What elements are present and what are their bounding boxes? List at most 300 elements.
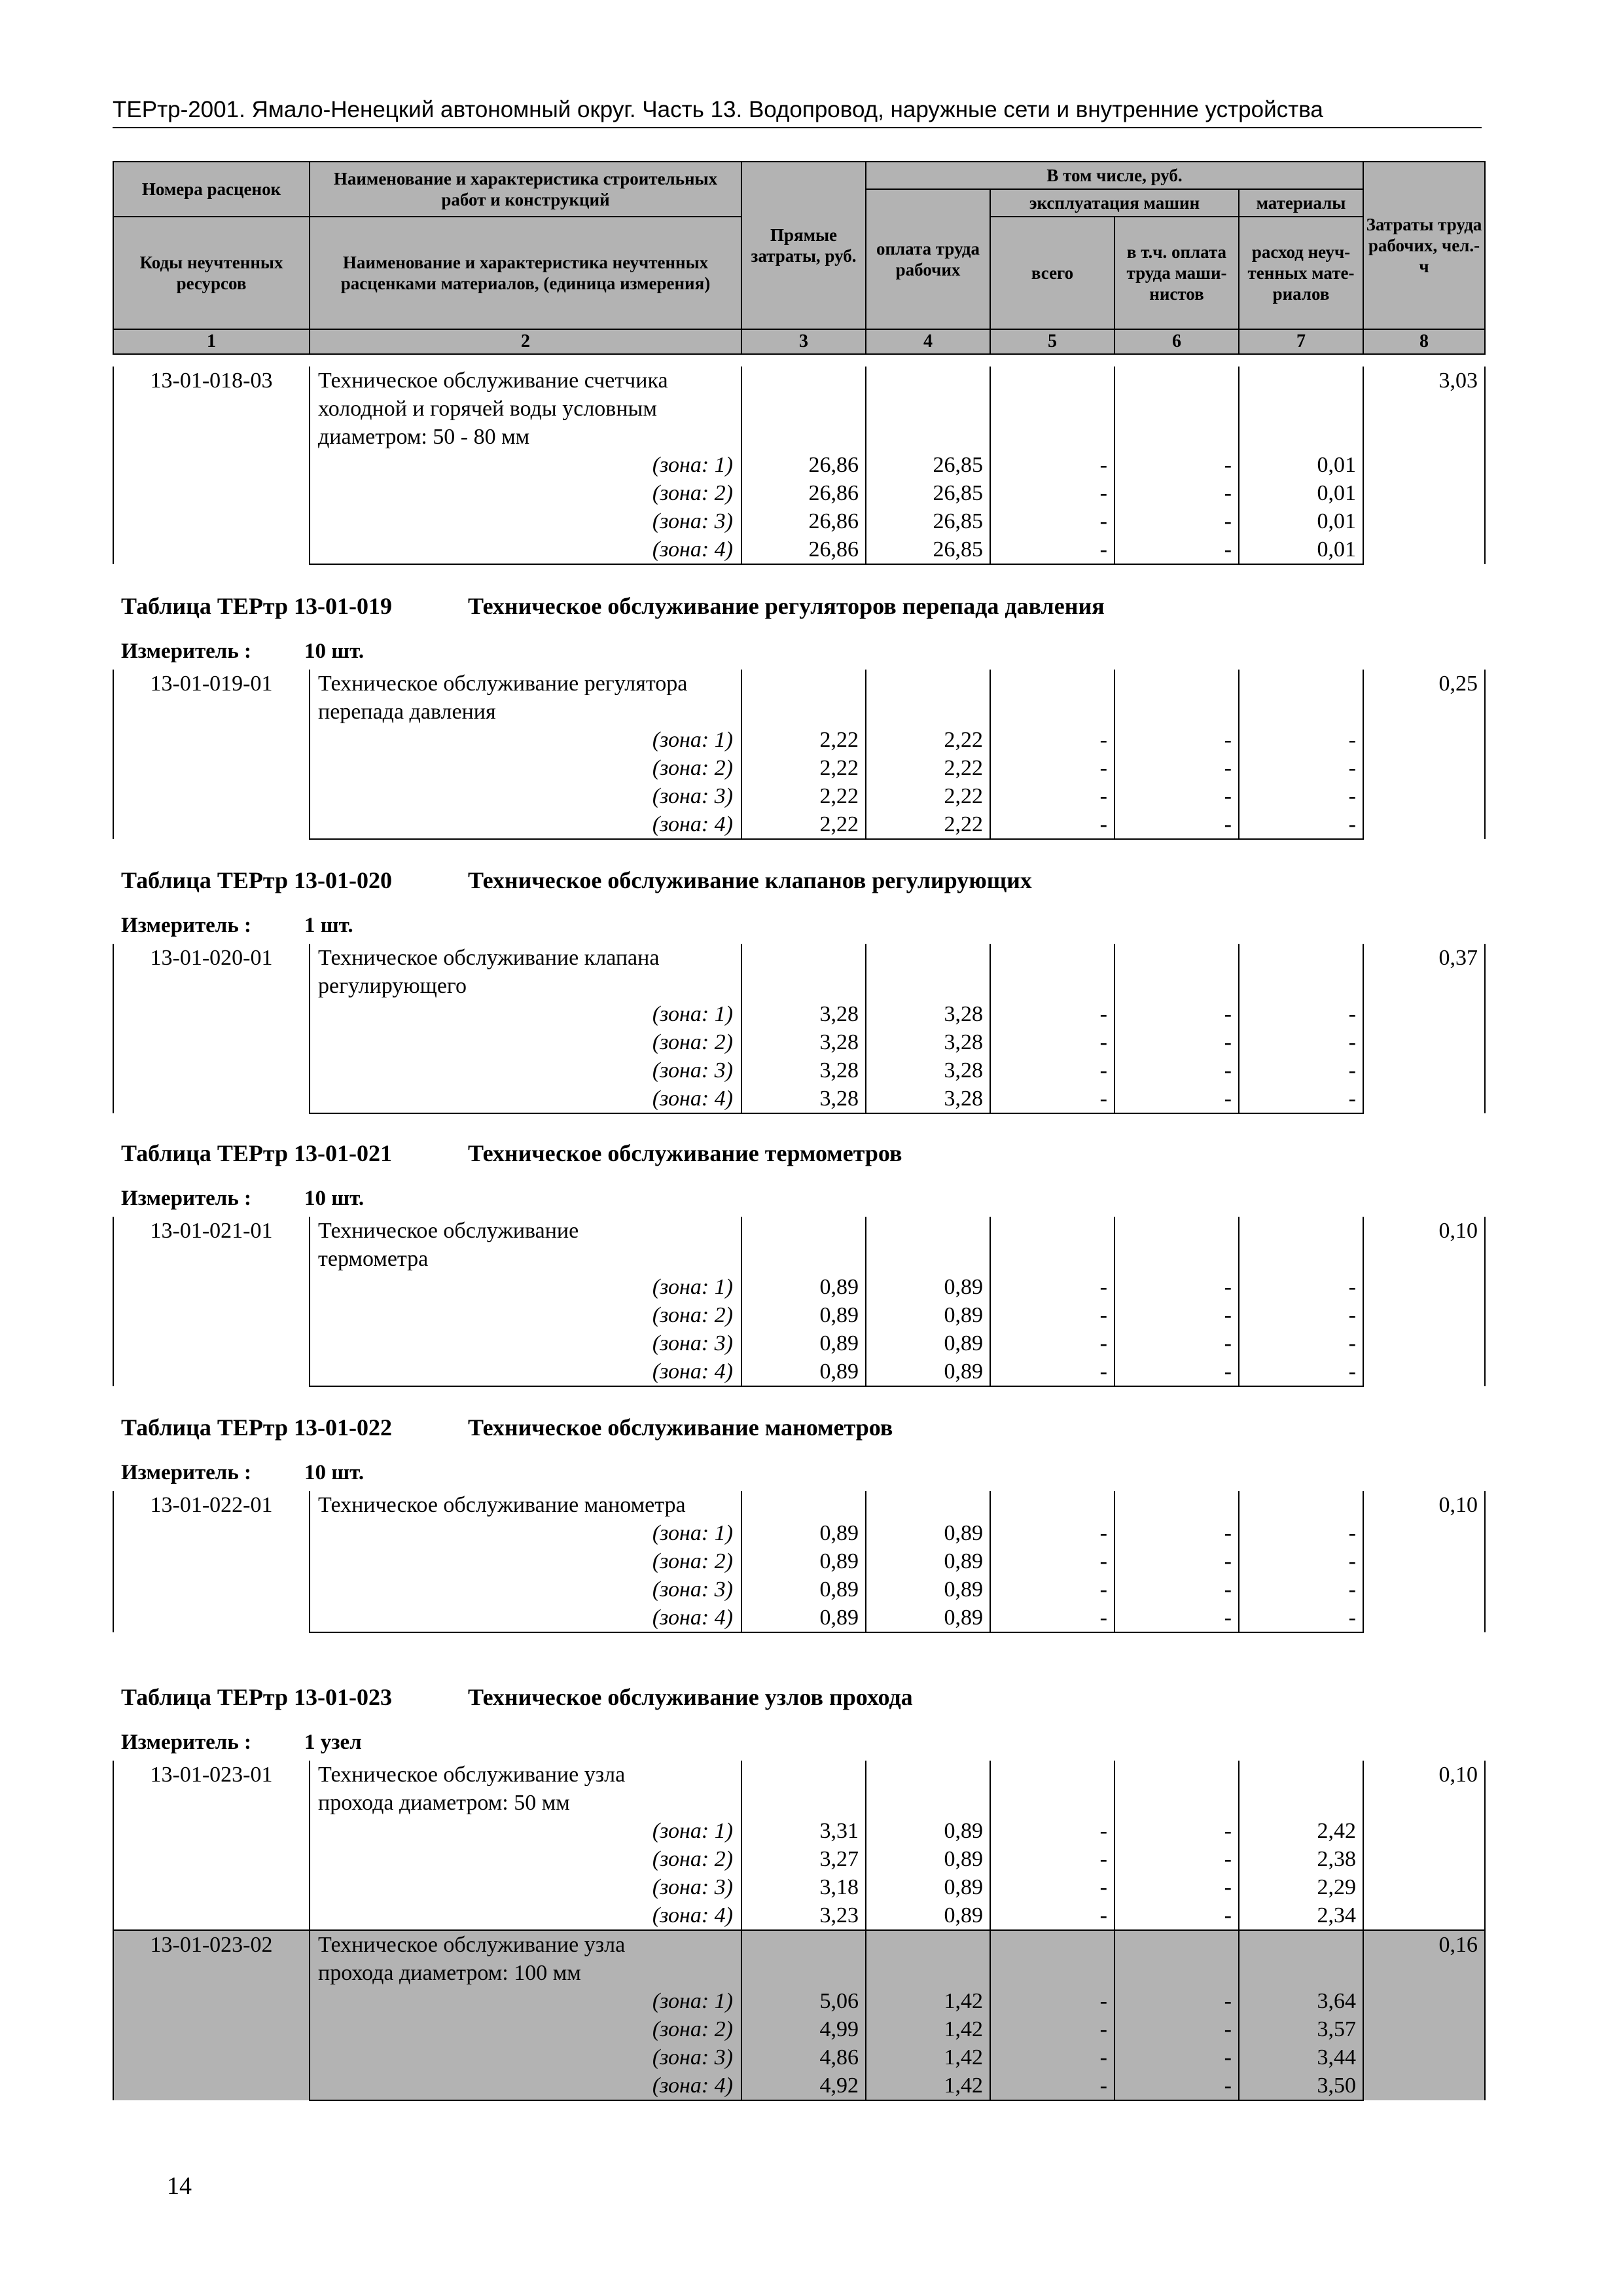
material-consumption: 0,01 bbox=[1239, 451, 1363, 479]
work-name-line: Техническое обслуживание bbox=[310, 1217, 741, 1245]
table-title: Техническое обслуживание клапанов регулирующих bbox=[468, 867, 1032, 893]
empty-cell bbox=[741, 1217, 866, 1273]
empty-cell bbox=[990, 944, 1115, 1000]
machines-total: - bbox=[990, 1519, 1115, 1547]
material-consumption: - bbox=[1239, 1301, 1363, 1329]
machinist-pay: - bbox=[1115, 535, 1239, 564]
empty-cell bbox=[866, 1491, 990, 1519]
measure-label: Измеритель : bbox=[121, 1461, 252, 1484]
zone-label: (зона: 1) bbox=[310, 1000, 741, 1028]
machines-total: - bbox=[990, 451, 1115, 479]
labor-costs: 0,10 bbox=[1363, 1217, 1485, 1386]
direct-costs: 3,23 bbox=[741, 1901, 866, 1930]
machines-total: - bbox=[990, 1301, 1115, 1329]
machines-total: - bbox=[990, 1817, 1115, 1845]
empty-cell bbox=[1115, 1930, 1239, 1987]
zone-row bbox=[113, 1273, 1485, 1301]
zone-label: (зона: 1) bbox=[310, 726, 741, 754]
worker-pay: 1,42 bbox=[866, 2015, 990, 2043]
empty-cell bbox=[1239, 1930, 1363, 1987]
empty-cell bbox=[1115, 670, 1239, 726]
material-consumption: - bbox=[1239, 1085, 1363, 1113]
empty-cell bbox=[741, 670, 866, 726]
zone-row bbox=[113, 1987, 1485, 2015]
zone-row bbox=[113, 1056, 1485, 1085]
machinist-pay: - bbox=[1115, 1028, 1239, 1056]
zone-row bbox=[113, 479, 1485, 507]
header-work-name: Наименование и характеристика строительных работ и конструкций bbox=[310, 162, 741, 217]
machinist-pay: - bbox=[1115, 1901, 1239, 1930]
measure-value: 10 шт. bbox=[304, 1461, 365, 1484]
worker-pay: 26,85 bbox=[866, 535, 990, 564]
material-consumption: 0,01 bbox=[1239, 535, 1363, 564]
worker-pay: 0,89 bbox=[866, 1845, 990, 1873]
measure-value: 1 шт. bbox=[304, 914, 353, 937]
machinist-pay: - bbox=[1115, 1357, 1239, 1386]
zone-label: (зона: 3) bbox=[310, 1056, 741, 1085]
rate-table bbox=[113, 1217, 1486, 1387]
material-consumption: - bbox=[1239, 1519, 1363, 1547]
section-title bbox=[121, 592, 1105, 620]
table-code: Таблица ТЕРтр 13-01-021 bbox=[121, 1140, 393, 1166]
worker-pay: 1,42 bbox=[866, 2043, 990, 2072]
direct-costs: 3,28 bbox=[741, 1085, 866, 1113]
machinist-pay: - bbox=[1115, 1085, 1239, 1113]
machinist-pay: - bbox=[1115, 1547, 1239, 1575]
machinist-pay: - bbox=[1115, 754, 1239, 782]
empty-cell bbox=[990, 670, 1115, 726]
worker-pay: 0,89 bbox=[866, 1329, 990, 1357]
material-consumption: 2,29 bbox=[1239, 1873, 1363, 1901]
header-rate-numbers: Номера расценок bbox=[113, 162, 310, 217]
material-consumption: - bbox=[1239, 754, 1363, 782]
material-consumption: - bbox=[1239, 810, 1363, 839]
empty-cell bbox=[1115, 367, 1239, 451]
measure-label: Измеритель : bbox=[121, 914, 252, 937]
empty-cell bbox=[1239, 670, 1363, 726]
column-index: 3 bbox=[741, 329, 866, 354]
worker-pay: 0,89 bbox=[866, 1604, 990, 1632]
measure-label: Измеритель : bbox=[121, 639, 252, 663]
column-index: 2 bbox=[310, 329, 741, 354]
work-name-line: Техническое обслуживание регулятора bbox=[310, 670, 741, 698]
header-including-group: В том числе, руб. bbox=[866, 162, 1363, 189]
machinist-pay: - bbox=[1115, 726, 1239, 754]
worker-pay: 26,85 bbox=[866, 451, 990, 479]
machines-total: - bbox=[990, 1987, 1115, 2015]
machines-total: - bbox=[990, 1000, 1115, 1028]
section-title bbox=[121, 1683, 913, 1711]
table-row bbox=[113, 1930, 1485, 1959]
rate-code: 13-01-018-03 bbox=[113, 367, 310, 564]
worker-pay: 1,42 bbox=[866, 1987, 990, 2015]
zone-label: (зона: 1) bbox=[310, 1519, 741, 1547]
labor-costs: 0,16 bbox=[1363, 1930, 1485, 2100]
table-row bbox=[113, 1217, 1485, 1245]
worker-pay: 2,22 bbox=[866, 810, 990, 839]
material-consumption: 3,64 bbox=[1239, 1987, 1363, 2015]
rate-table bbox=[113, 367, 1486, 565]
work-name-line: регулирующего bbox=[310, 972, 741, 1000]
zone-row bbox=[113, 810, 1485, 839]
table-code: Таблица ТЕРтр 13-01-020 bbox=[121, 867, 393, 893]
machinist-pay: - bbox=[1115, 1056, 1239, 1085]
zone-row bbox=[113, 2015, 1485, 2043]
zone-label: (зона: 1) bbox=[310, 1817, 741, 1845]
header-machines-total: всего bbox=[990, 217, 1115, 329]
material-consumption: - bbox=[1239, 1056, 1363, 1085]
zone-row bbox=[113, 1873, 1485, 1901]
rate-table bbox=[113, 1761, 1486, 2101]
empty-cell bbox=[741, 367, 866, 451]
table-title: Техническое обслуживание манометров bbox=[468, 1414, 893, 1441]
machinist-pay: - bbox=[1115, 507, 1239, 535]
worker-pay: 3,28 bbox=[866, 1000, 990, 1028]
machines-total: - bbox=[990, 507, 1115, 535]
header-resource-codes: Коды неучтенных ресурсов bbox=[113, 217, 310, 329]
rate-table bbox=[113, 1491, 1486, 1633]
header-material-name: Наименование и характеристика неучтенных расценками материалов, (единица измерения) bbox=[310, 217, 741, 329]
material-consumption: - bbox=[1239, 1329, 1363, 1357]
machinist-pay: - bbox=[1115, 2072, 1239, 2100]
worker-pay: 0,89 bbox=[866, 1273, 990, 1301]
worker-pay: 0,89 bbox=[866, 1519, 990, 1547]
column-index: 1 bbox=[113, 329, 310, 354]
header-worker-pay: оплата труда рабочих bbox=[866, 189, 990, 329]
machines-total: - bbox=[990, 535, 1115, 564]
direct-costs: 0,89 bbox=[741, 1604, 866, 1632]
material-consumption: 0,01 bbox=[1239, 479, 1363, 507]
empty-cell bbox=[1115, 1491, 1239, 1519]
rate-code: 13-01-021-01 bbox=[113, 1217, 310, 1386]
empty-cell bbox=[866, 1930, 990, 1987]
measure-label: Измеритель : bbox=[121, 1187, 252, 1210]
machines-total: - bbox=[990, 1575, 1115, 1604]
zone-label: (зона: 4) bbox=[310, 810, 741, 839]
worker-pay: 3,28 bbox=[866, 1056, 990, 1085]
work-name-line: Техническое обслуживание узла bbox=[310, 1930, 741, 1959]
zone-row bbox=[113, 451, 1485, 479]
work-name-line: Техническое обслуживание счетчика bbox=[310, 367, 741, 395]
direct-costs: 5,06 bbox=[741, 1987, 866, 2015]
zone-row bbox=[113, 726, 1485, 754]
machines-total: - bbox=[990, 479, 1115, 507]
zone-row bbox=[113, 1085, 1485, 1113]
machines-total: - bbox=[990, 2015, 1115, 2043]
material-consumption: - bbox=[1239, 782, 1363, 810]
page-header: ТЕРтр-2001. Ямало-Ненецкий автономный округ. Часть 13. Водопровод, наружные сети и внутренние устройства bbox=[113, 97, 1482, 128]
empty-cell bbox=[741, 1930, 866, 1987]
empty-cell bbox=[1239, 367, 1363, 451]
material-consumption: 2,38 bbox=[1239, 1845, 1363, 1873]
machinist-pay: - bbox=[1115, 1604, 1239, 1632]
column-index: 4 bbox=[866, 329, 990, 354]
table-title: Техническое обслуживание узлов прохода bbox=[468, 1684, 913, 1710]
header-material-consumption: расход неуч-тенных мате-риалов bbox=[1239, 217, 1363, 329]
zone-row bbox=[113, 1547, 1485, 1575]
empty-cell bbox=[866, 670, 990, 726]
machinist-pay: - bbox=[1115, 1575, 1239, 1604]
zone-row bbox=[113, 535, 1485, 564]
work-name-line: холодной и горячей воды условным bbox=[310, 395, 741, 423]
column-index: 5 bbox=[990, 329, 1115, 354]
material-consumption: 0,01 bbox=[1239, 507, 1363, 535]
table-code: Таблица ТЕРтр 13-01-023 bbox=[121, 1684, 393, 1710]
machines-total: - bbox=[990, 1547, 1115, 1575]
direct-costs: 3,31 bbox=[741, 1817, 866, 1845]
work-name-line: прохода диаметром: 100 мм bbox=[310, 1959, 741, 1987]
zone-label: (зона: 3) bbox=[310, 1873, 741, 1901]
table-row bbox=[113, 367, 1485, 395]
column-index: 6 bbox=[1115, 329, 1239, 354]
rate-code: 13-01-023-02 bbox=[113, 1930, 310, 2100]
zone-row bbox=[113, 2072, 1485, 2100]
worker-pay: 1,42 bbox=[866, 2072, 990, 2100]
zone-label: (зона: 3) bbox=[310, 1329, 741, 1357]
rate-code: 13-01-020-01 bbox=[113, 944, 310, 1113]
direct-costs: 3,28 bbox=[741, 1028, 866, 1056]
labor-costs: 3,03 bbox=[1363, 367, 1485, 564]
zone-row bbox=[113, 754, 1485, 782]
machinist-pay: - bbox=[1115, 1329, 1239, 1357]
zone-label: (зона: 3) bbox=[310, 2043, 741, 2072]
zone-row bbox=[113, 1604, 1485, 1632]
direct-costs: 3,28 bbox=[741, 1000, 866, 1028]
measure-line bbox=[121, 1729, 362, 1755]
machines-total: - bbox=[990, 1357, 1115, 1386]
material-consumption: 3,50 bbox=[1239, 2072, 1363, 2100]
rate-code: 13-01-019-01 bbox=[113, 670, 310, 839]
section-title bbox=[121, 1139, 902, 1167]
zone-row bbox=[113, 1901, 1485, 1930]
machines-total: - bbox=[990, 782, 1115, 810]
work-name-line: Техническое обслуживание узла bbox=[310, 1761, 741, 1789]
machines-total: - bbox=[990, 726, 1115, 754]
measure-value: 10 шт. bbox=[304, 639, 365, 663]
material-consumption: 3,44 bbox=[1239, 2043, 1363, 2072]
machines-total: - bbox=[990, 1604, 1115, 1632]
direct-costs: 0,89 bbox=[741, 1329, 866, 1357]
worker-pay: 2,22 bbox=[866, 782, 990, 810]
direct-costs: 2,22 bbox=[741, 726, 866, 754]
direct-costs: 0,89 bbox=[741, 1547, 866, 1575]
empty-cell bbox=[1115, 1761, 1239, 1817]
machinist-pay: - bbox=[1115, 810, 1239, 839]
empty-cell bbox=[990, 1930, 1115, 1987]
work-name-line: Техническое обслуживание манометра bbox=[310, 1491, 741, 1519]
zone-label: (зона: 3) bbox=[310, 1575, 741, 1604]
empty-cell bbox=[1239, 1761, 1363, 1817]
measure-line bbox=[121, 638, 364, 664]
zone-label: (зона: 1) bbox=[310, 451, 741, 479]
rate-table bbox=[113, 944, 1486, 1114]
machinist-pay: - bbox=[1115, 1000, 1239, 1028]
labor-costs: 0,37 bbox=[1363, 944, 1485, 1113]
empty-cell bbox=[741, 1761, 866, 1817]
zone-row bbox=[113, 1817, 1485, 1845]
machines-total: - bbox=[990, 754, 1115, 782]
zone-row bbox=[113, 507, 1485, 535]
zone-label: (зона: 4) bbox=[310, 1085, 741, 1113]
zone-label: (зона: 4) bbox=[310, 1901, 741, 1930]
empty-cell bbox=[990, 1491, 1115, 1519]
empty-cell bbox=[990, 367, 1115, 451]
machines-total: - bbox=[990, 1085, 1115, 1113]
direct-costs: 3,28 bbox=[741, 1056, 866, 1085]
zone-label: (зона: 2) bbox=[310, 479, 741, 507]
material-consumption: 2,42 bbox=[1239, 1817, 1363, 1845]
rate-table bbox=[113, 670, 1486, 840]
direct-costs: 26,86 bbox=[741, 451, 866, 479]
material-consumption: - bbox=[1239, 1028, 1363, 1056]
labor-costs: 0,25 bbox=[1363, 670, 1485, 839]
worker-pay: 0,89 bbox=[866, 1301, 990, 1329]
table-title: Техническое обслуживание термометров bbox=[468, 1140, 902, 1166]
direct-costs: 3,27 bbox=[741, 1845, 866, 1873]
work-name-line: перепада давления bbox=[310, 698, 741, 726]
machines-total: - bbox=[990, 1056, 1115, 1085]
empty-cell bbox=[1239, 1491, 1363, 1519]
direct-costs: 2,22 bbox=[741, 782, 866, 810]
empty-cell bbox=[741, 944, 866, 1000]
worker-pay: 0,89 bbox=[866, 1873, 990, 1901]
machines-total: - bbox=[990, 2043, 1115, 2072]
material-consumption: - bbox=[1239, 1000, 1363, 1028]
direct-costs: 4,99 bbox=[741, 2015, 866, 2043]
table-code: Таблица ТЕРтр 13-01-019 bbox=[121, 593, 393, 619]
table-row bbox=[113, 1491, 1485, 1519]
zone-row bbox=[113, 1028, 1485, 1056]
empty-cell bbox=[1239, 1217, 1363, 1273]
empty-cell bbox=[866, 1217, 990, 1273]
worker-pay: 0,89 bbox=[866, 1817, 990, 1845]
machinist-pay: - bbox=[1115, 1873, 1239, 1901]
machines-total: - bbox=[990, 810, 1115, 839]
machines-total: - bbox=[990, 2072, 1115, 2100]
material-consumption: - bbox=[1239, 1575, 1363, 1604]
table-row bbox=[113, 944, 1485, 972]
empty-cell bbox=[990, 1761, 1115, 1817]
empty-cell bbox=[866, 367, 990, 451]
zone-row bbox=[113, 782, 1485, 810]
empty-cell bbox=[1115, 944, 1239, 1000]
zone-label: (зона: 1) bbox=[310, 1987, 741, 2015]
machinist-pay: - bbox=[1115, 2015, 1239, 2043]
machines-total: - bbox=[990, 1273, 1115, 1301]
worker-pay: 2,22 bbox=[866, 754, 990, 782]
material-consumption: 3,57 bbox=[1239, 2015, 1363, 2043]
empty-cell bbox=[1239, 944, 1363, 1000]
zone-row bbox=[113, 1845, 1485, 1873]
machinist-pay: - bbox=[1115, 2043, 1239, 2072]
zone-row bbox=[113, 1575, 1485, 1604]
zone-label: (зона: 4) bbox=[310, 1357, 741, 1386]
zone-label: (зона: 3) bbox=[310, 782, 741, 810]
empty-cell bbox=[741, 1491, 866, 1519]
zone-label: (зона: 4) bbox=[310, 535, 741, 564]
work-name-line: прохода диаметром: 50 мм bbox=[310, 1789, 741, 1817]
labor-costs: 0,10 bbox=[1363, 1761, 1485, 1930]
empty-cell bbox=[866, 944, 990, 1000]
machinist-pay: - bbox=[1115, 451, 1239, 479]
empty-cell bbox=[1115, 1217, 1239, 1273]
machinist-pay: - bbox=[1115, 782, 1239, 810]
rate-code: 13-01-022-01 bbox=[113, 1491, 310, 1632]
work-name-line: диаметром: 50 - 80 мм bbox=[310, 423, 741, 451]
header-direct-costs: Прямые затраты, руб. bbox=[741, 162, 866, 329]
direct-costs: 26,86 bbox=[741, 479, 866, 507]
zone-label: (зона: 4) bbox=[310, 2072, 741, 2100]
zone-label: (зона: 4) bbox=[310, 1604, 741, 1632]
direct-costs: 2,22 bbox=[741, 754, 866, 782]
worker-pay: 26,85 bbox=[866, 479, 990, 507]
measure-line bbox=[121, 912, 353, 939]
machinist-pay: - bbox=[1115, 479, 1239, 507]
empty-cell bbox=[866, 1761, 990, 1817]
table-title: Техническое обслуживание регуляторов перепада давления bbox=[468, 593, 1105, 619]
zone-row bbox=[113, 1000, 1485, 1028]
measure-line bbox=[121, 1460, 364, 1486]
machinist-pay: - bbox=[1115, 1845, 1239, 1873]
machinist-pay: - bbox=[1115, 1519, 1239, 1547]
header-machines-group: эксплуатация машин bbox=[990, 189, 1239, 217]
worker-pay: 0,89 bbox=[866, 1547, 990, 1575]
table-row bbox=[113, 1761, 1485, 1789]
zone-label: (зона: 2) bbox=[310, 1845, 741, 1873]
material-consumption: - bbox=[1239, 1273, 1363, 1301]
work-name-line: термометра bbox=[310, 1245, 741, 1273]
machines-total: - bbox=[990, 1845, 1115, 1873]
direct-costs: 3,18 bbox=[741, 1873, 866, 1901]
zone-label: (зона: 2) bbox=[310, 1547, 741, 1575]
zone-row bbox=[113, 2043, 1485, 2072]
zone-row bbox=[113, 1301, 1485, 1329]
rate-code: 13-01-023-01 bbox=[113, 1761, 310, 1930]
zone-row bbox=[113, 1519, 1485, 1547]
work-name-line: Техническое обслуживание клапана bbox=[310, 944, 741, 972]
worker-pay: 0,89 bbox=[866, 1901, 990, 1930]
header-labor-costs: Затраты труда рабочих, чел.-ч bbox=[1363, 162, 1485, 329]
material-consumption: - bbox=[1239, 726, 1363, 754]
machinist-pay: - bbox=[1115, 1301, 1239, 1329]
empty-cell bbox=[990, 1217, 1115, 1273]
measure-value: 1 узел bbox=[304, 1731, 362, 1754]
table-code: Таблица ТЕРтр 13-01-022 bbox=[121, 1414, 393, 1441]
worker-pay: 3,28 bbox=[866, 1085, 990, 1113]
direct-costs: 4,92 bbox=[741, 2072, 866, 2100]
worker-pay: 26,85 bbox=[866, 507, 990, 535]
measure-label: Измеритель : bbox=[121, 1731, 252, 1754]
machines-total: - bbox=[990, 1028, 1115, 1056]
machines-total: - bbox=[990, 1901, 1115, 1930]
section-title bbox=[121, 1414, 893, 1441]
machinist-pay: - bbox=[1115, 1273, 1239, 1301]
column-index: 7 bbox=[1239, 329, 1363, 354]
page-number: 14 bbox=[167, 2172, 192, 2200]
section-title bbox=[121, 867, 1032, 894]
machinist-pay: - bbox=[1115, 1817, 1239, 1845]
zone-row bbox=[113, 1329, 1485, 1357]
material-consumption: 2,34 bbox=[1239, 1901, 1363, 1930]
direct-costs: 26,86 bbox=[741, 535, 866, 564]
worker-pay: 0,89 bbox=[866, 1575, 990, 1604]
material-consumption: - bbox=[1239, 1547, 1363, 1575]
measure-value: 10 шт. bbox=[304, 1187, 365, 1210]
table-row bbox=[113, 670, 1485, 698]
direct-costs: 2,22 bbox=[741, 810, 866, 839]
worker-pay: 0,89 bbox=[866, 1357, 990, 1386]
zone-label: (зона: 2) bbox=[310, 1301, 741, 1329]
